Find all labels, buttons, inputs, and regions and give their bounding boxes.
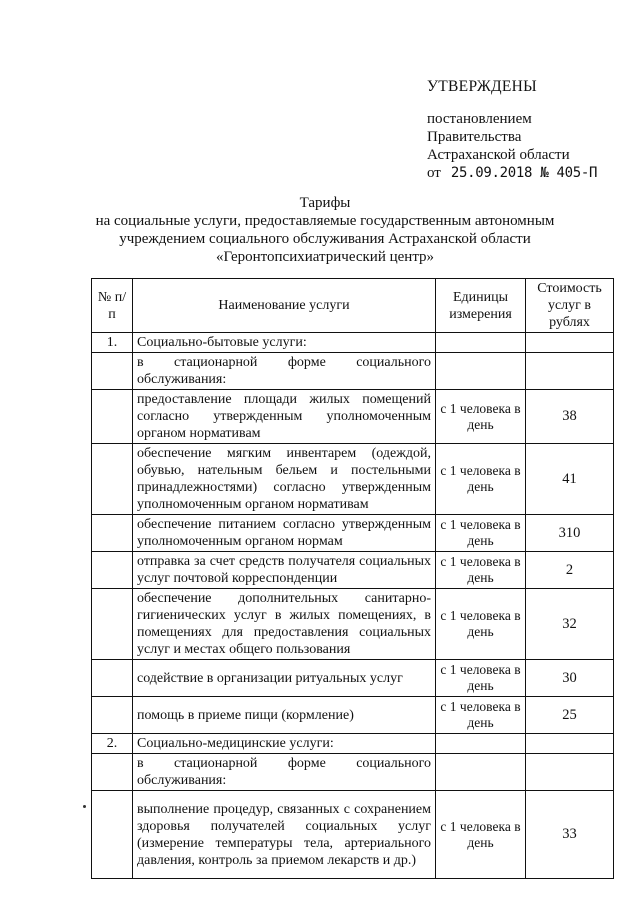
tariffs-table (91, 278, 614, 879)
row-price: 2 (526, 552, 614, 589)
row-num (92, 444, 133, 515)
row-unit (436, 333, 526, 353)
table-row (92, 734, 614, 754)
row-name: отправка за счет средств получателя социальных услуг почтовой корреспонденции (133, 552, 436, 589)
row-price (526, 734, 614, 754)
title-line-2: на социальные услуги, предоставляемые государственным автономным (95, 213, 555, 229)
row-name: предоставление площади жилых помещений согласно утвержденным уполномоченным органом нормативам (133, 390, 436, 444)
row-price: 38 (526, 390, 614, 444)
row-num: 1. (92, 333, 133, 353)
row-name: выполнение процедур, связанных с сохранением здоровья получателей социальных услуг (измерение температуры тела, артериального давления, контроль за приемом лекарств и др.) (133, 791, 436, 879)
approval-line-3: Астраханской области (427, 147, 570, 163)
row-unit (436, 353, 526, 390)
table-row (92, 515, 614, 552)
row-name: в стационарной форме социального обслуживания: (133, 754, 436, 791)
header-unit: Единицы измерения (436, 279, 526, 333)
table-header-row (92, 279, 614, 333)
row-unit: с 1 человека в день (436, 660, 526, 697)
table-row (92, 353, 614, 390)
row-unit: с 1 человека в день (436, 552, 526, 589)
table-row (92, 791, 614, 879)
row-name: обеспечение питанием согласно утвержденным уполномоченным органом нормам (133, 515, 436, 552)
row-price: 310 (526, 515, 614, 552)
row-num (92, 353, 133, 390)
row-price: 25 (526, 697, 614, 734)
row-price: 32 (526, 589, 614, 660)
row-num (92, 791, 133, 879)
approval-date-prefix: от (427, 165, 441, 181)
header-num: № п/п (92, 279, 133, 333)
row-name: Социально-бытовые услуги: (133, 333, 436, 353)
table-row (92, 552, 614, 589)
row-unit: с 1 человека в день (436, 515, 526, 552)
row-name: содействие в организации ритуальных услуг (133, 660, 436, 697)
row-name: обеспечение дополнительных санитарно-гигиенических услуг в жилых помещениях, в помещениях для предоставления социальных услуг и местах общего пользования (133, 589, 436, 660)
title-line-4: «Геронтопсихиатрический центр» (215, 249, 435, 265)
row-price (526, 754, 614, 791)
table-row (92, 754, 614, 791)
title-line-3: учреждением социального обслуживания Астраханской области (119, 231, 531, 247)
row-name: обеспечение мягким инвентарем (одеждой, обувью, нательным бельем и постельными принадлежностями) согласно утвержденным уполномоченным органом нормативам (133, 444, 436, 515)
table-row (92, 589, 614, 660)
row-unit: с 1 человека в день (436, 390, 526, 444)
row-price: 30 (526, 660, 614, 697)
row-price (526, 353, 614, 390)
row-name: помощь в приеме пищи (кормление) (133, 697, 436, 734)
row-num (92, 697, 133, 734)
approval-line-1: постановлением (427, 111, 532, 127)
table-row (92, 660, 614, 697)
table-row (92, 697, 614, 734)
row-unit: с 1 человека в день (436, 589, 526, 660)
approval-heading: УТВЕРЖДЕНЫ (427, 78, 537, 95)
table-row (92, 390, 614, 444)
approval-date-value: 25.09.2018 № 405-П (450, 165, 598, 181)
row-price (526, 333, 614, 353)
approval-block (427, 78, 632, 182)
row-unit (436, 734, 526, 754)
header-name: Наименование услуги (133, 279, 436, 333)
table-row (92, 333, 614, 353)
row-num: 2. (92, 734, 133, 754)
row-price: 41 (526, 444, 614, 515)
row-num (92, 390, 133, 444)
table-row (92, 444, 614, 515)
row-unit: с 1 человека в день (436, 791, 526, 879)
row-num (92, 515, 133, 552)
header-price: Стоимость услуг в рублях (526, 279, 614, 333)
approval-line-2: Правительства (427, 129, 522, 145)
document-title (90, 194, 560, 266)
row-price: 33 (526, 791, 614, 879)
title-line-1: Тарифы (299, 195, 351, 211)
row-num (92, 552, 133, 589)
approval-date-row (427, 164, 632, 182)
row-unit (436, 754, 526, 791)
row-num (92, 589, 133, 660)
row-unit: с 1 человека в день (436, 444, 526, 515)
row-num (92, 754, 133, 791)
row-name: в стационарной форме социального обслуживания: (133, 353, 436, 390)
scan-speck (83, 805, 86, 808)
row-num (92, 660, 133, 697)
row-unit: с 1 человека в день (436, 697, 526, 734)
row-name: Социально-медицинские услуги: (133, 734, 436, 754)
